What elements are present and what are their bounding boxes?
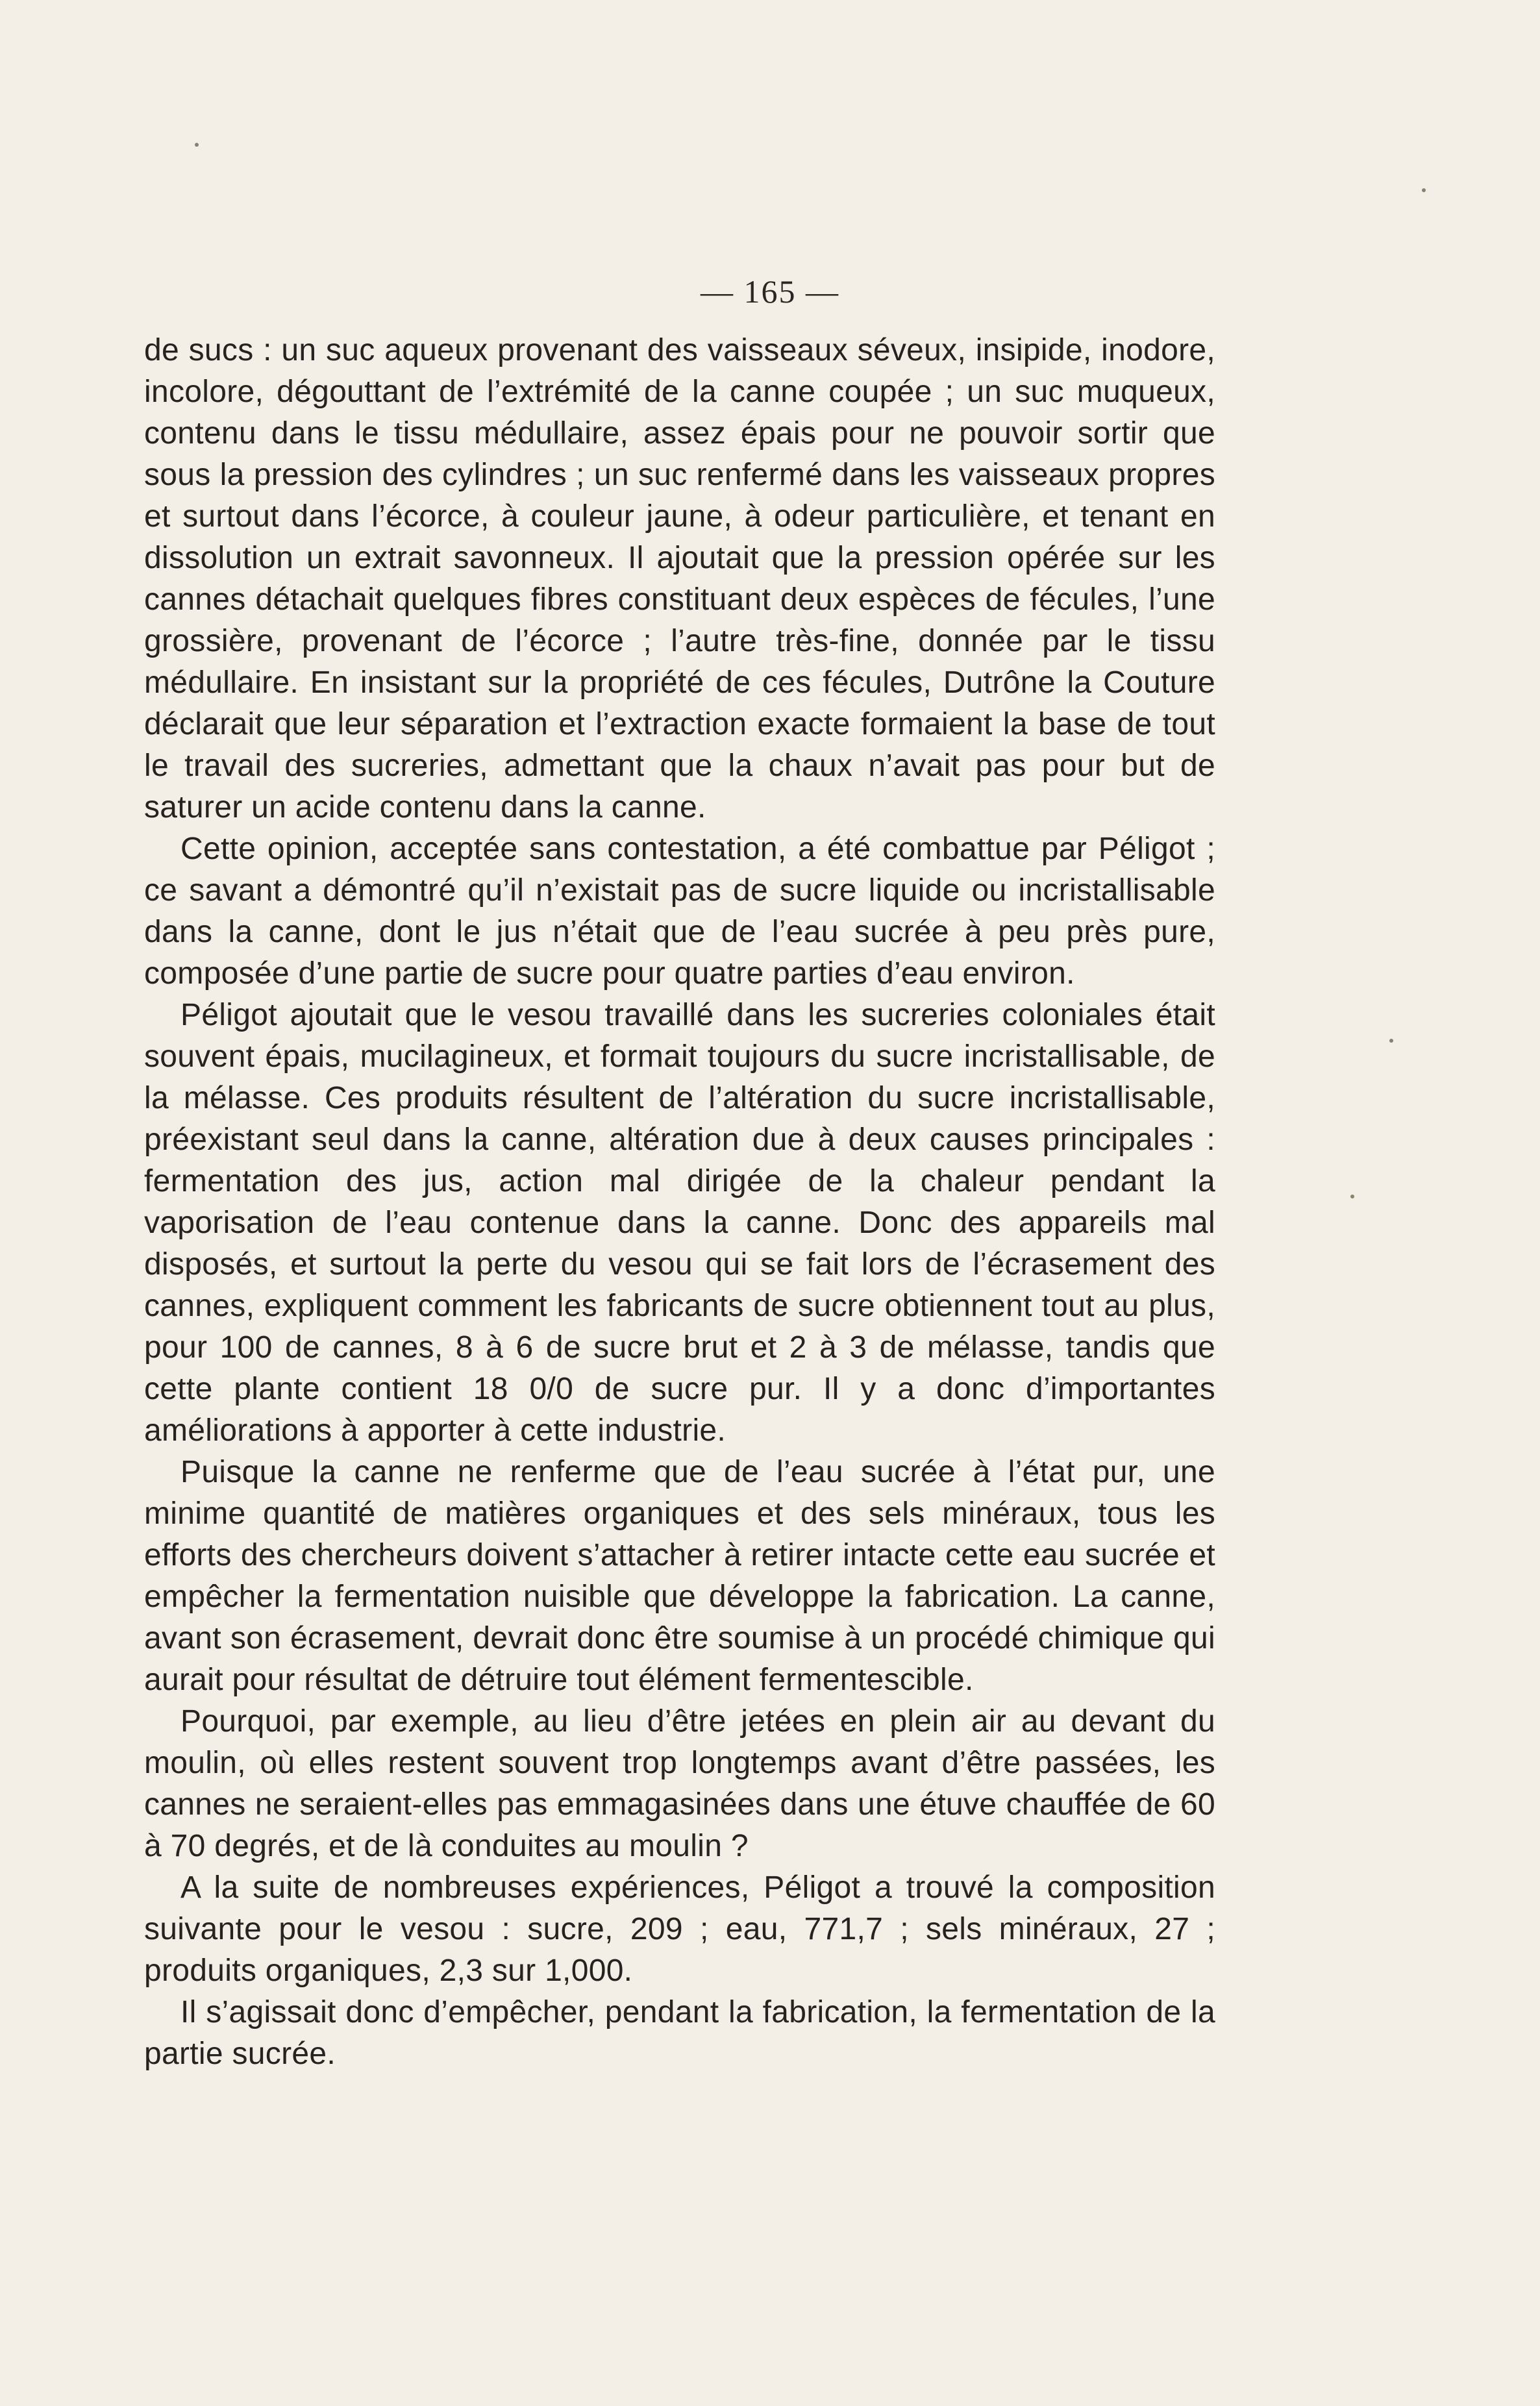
paragraph: Puisque la canne ne renferme que de l’eau sucrée à l’état pur, une minime quantité de matières organiques et des sels minéraux, tous les efforts des chercheurs doivent s’attacher à retirer intacte cette eau sucrée et empêcher la fermentation nuisible que développe la fabrication. La canne, avant son écrasement, devrait donc être soumise à un procédé chimique qui aurait pour résultat de détruire tout élément fermentescible. <box>144 1455 1215 1697</box>
paragraph: Il s’agissait donc d’empêcher, pendant la fabrication, la fermentation de la partie sucrée. <box>144 1995 1215 2071</box>
paper-speck <box>1422 188 1426 192</box>
paper-speck <box>1389 1039 1393 1043</box>
paragraph: A la suite de nombreuses expériences, Péligot a trouvé la composition suivante pour le vesou : sucre, 209 ; eau, 771,7 ; sels minéraux, 27 ; produits organiques, 2,3 sur 1,000. <box>144 1870 1215 1988</box>
paragraph: de sucs : un suc aqueux provenant des vaisseaux séveux, insipide, inodore, incolore, dégouttant de l’extrémité de la canne coupée ; un suc muqueux, contenu dans le tissu médullaire, assez épais pour ne pouvoir sortir que sous la pression des cylindres ; un suc renfermé dans les vaisseaux propres et surtout dans l’écorce, à couleur jaune, à odeur particulière, et tenant en dissolution un extrait savonneux. Il ajoutait que la pression opérée sur les cannes détachait quelques fibres constituant deux espèces de fécules, l’une grossière, provenant de l’écorce ; l’autre très-fine, donnée par le tissu médullaire. En insistant sur la propriété de ces fécules, Dutrône la Couture déclarait que leur séparation et l’extraction exacte formaient la base de tout le travail des sucreries, admettant que la chaux n’avait pas pour but de saturer un acide contenu dans la canne. <box>144 333 1215 825</box>
body-text <box>144 330 1215 2075</box>
paper-speck <box>1350 1195 1354 1198</box>
paragraph: Péligot ajoutait que le vesou travaillé dans les sucreries coloniales était souvent épais, mucilagineux, et formait toujours du sucre incristallisable, de la mélasse. Ces produits résultent de l’altération du sucre incristallisable, préexistant seul dans la canne, altération due à deux causes principales : fermentation des jus, action mal dirigée de la chaleur pendant la vaporisation de l’eau contenue dans la canne. Donc des appareils mal disposés, et surtout la perte du vesou qui se fait lors de l’écrasement des cannes, expliquent comment les fabricants de sucre obtiennent tout au plus, pour 100 de cannes, 8 à 6 de sucre brut et 2 à 3 de mélasse, tandis que cette plante contient 18 0/0 de sucre pur. Il y a donc d’importantes améliorations à apporter à cette industrie. <box>144 998 1215 1448</box>
paragraph: Pourquoi, par exemple, au lieu d’être jetées en plein air au devant du moulin, où elles restent souvent trop longtemps avant d’être passées, les cannes ne seraient-elles pas emmagasinées dans une étuve chauffée de 60 à 70 degrés, et de là conduites au moulin ? <box>144 1704 1215 1863</box>
paragraph: Cette opinion, acceptée sans contestation, a été combattue par Péligot ; ce savant a démontré qu’il n’existait pas de sucre liquide ou incristallisable dans la canne, dont le jus n’était que de l’eau sucrée à peu près pure, composée d’une partie de sucre pour quatre parties d’eau environ. <box>144 832 1215 991</box>
page-number: — 165 — <box>701 273 839 310</box>
paper-speck <box>195 143 199 147</box>
